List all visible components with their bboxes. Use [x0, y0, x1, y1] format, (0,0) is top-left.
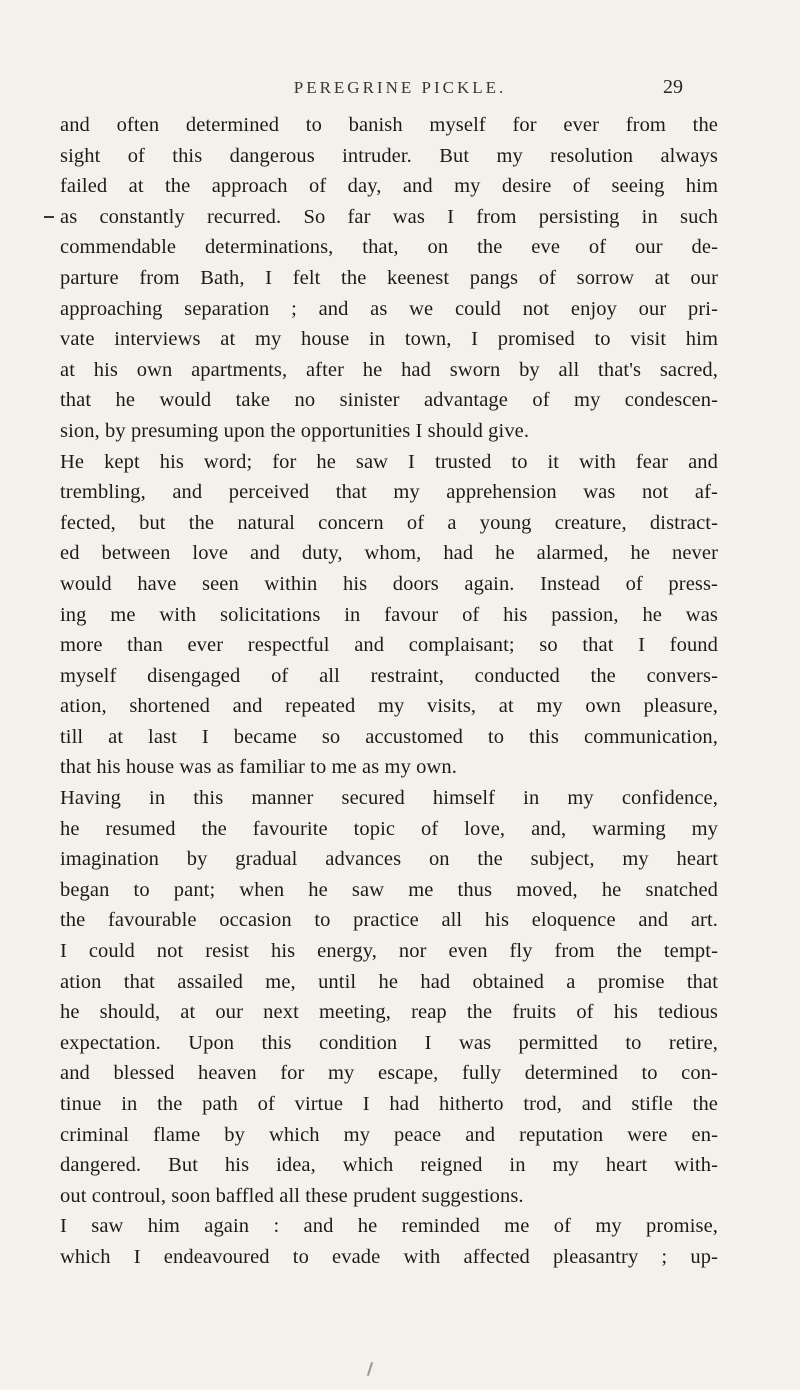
text-line: that he would take no sinister advantage of my condescen- [60, 389, 718, 412]
text-line: and often determined to banish myself for ever from the [60, 114, 718, 136]
text-line: tinue in the path of virtue I had hitherto trod, and stifle the [60, 1093, 718, 1115]
text-line: began to pant; when he saw me thus moved, he snatched [60, 878, 718, 901]
margin-mark [44, 216, 54, 218]
text-line: failed at the approach of day, and my desire of seeing him [60, 175, 718, 198]
text-line: sion, by presuming upon the opportunities I should give. [60, 419, 530, 442]
text-line: imagination by gradual advances on the subject, my heart [60, 848, 718, 871]
text-line: expectation. Upon this condition I was permitted to retire, [60, 1031, 718, 1054]
text-line: myself disengaged of all restraint, conducted the convers- [60, 664, 718, 687]
page-number: 29 [663, 76, 683, 98]
text-line: ation that assailed me, until he had obtained a promise that [60, 970, 718, 993]
text-line: as constantly recurred. So far was I from persisting in such [60, 205, 718, 228]
page-blemish [367, 1362, 373, 1376]
text-line: he resumed the favourite topic of love, and, warming my [60, 817, 718, 840]
text-line: criminal flame by which my peace and reputation were en- [60, 1123, 718, 1146]
text-line: I could not resist his energy, nor even fly from the tempt- [60, 940, 718, 963]
text-line: fected, but the natural concern of a young creature, distract- [60, 511, 718, 534]
text-line: that his house was as familiar to me as my own. [60, 756, 457, 779]
text-line: sight of this dangerous intruder. But my resolution always [60, 144, 718, 167]
body-text [60, 110, 718, 1273]
text-line: commendable determinations, that, on the eve of our de- [60, 236, 718, 259]
text-line: trembling, and perceived that my apprehension was not af- [60, 481, 718, 504]
text-line: approaching separation ; and as we could not enjoy our pri- [60, 297, 718, 320]
text-line: which I endeavoured to evade with affected pleasantry ; up- [60, 1245, 718, 1268]
text-line: parture from Bath, I felt the keenest pangs of sorrow at our [60, 266, 718, 289]
running-title: PEREGRINE PICKLE. [293, 78, 507, 97]
text-line: and blessed heaven for my escape, fully determined to con- [60, 1062, 718, 1085]
running-head [0, 76, 800, 104]
text-line: at his own apartments, after he had sworn by all that's sacred, [60, 358, 718, 381]
text-line: vate interviews at my house in town, I promised to visit him [60, 328, 718, 351]
text-line: I saw him again : and he reminded me of my promise, [60, 1215, 718, 1238]
text-line: ed between love and duty, whom, had he alarmed, he never [60, 542, 718, 565]
text-line: till at last I became so accustomed to this communication, [60, 725, 718, 748]
text-line: would have seen within his doors again. Instead of press- [60, 572, 718, 595]
text-line: He kept his word; for he saw I trusted to it with fear and [60, 450, 718, 473]
text-line: dangered. But his idea, which reigned in my heart with- [60, 1154, 718, 1177]
text-line: the favourable occasion to practice all his eloquence and art. [60, 909, 718, 932]
text-line: Having in this manner secured himself in my confidence, [60, 787, 718, 810]
text-line: more than ever respectful and complaisant; so that I found [60, 634, 718, 657]
text-line: ing me with solicitations in favour of his passion, he was [60, 603, 718, 626]
text-line: out controul, soon baffled all these prudent suggestions. [60, 1184, 524, 1207]
text-line: ation, shortened and repeated my visits, at my own pleasure, [60, 695, 718, 718]
text-line: he should, at our next meeting, reap the fruits of his tedious [60, 1001, 718, 1024]
